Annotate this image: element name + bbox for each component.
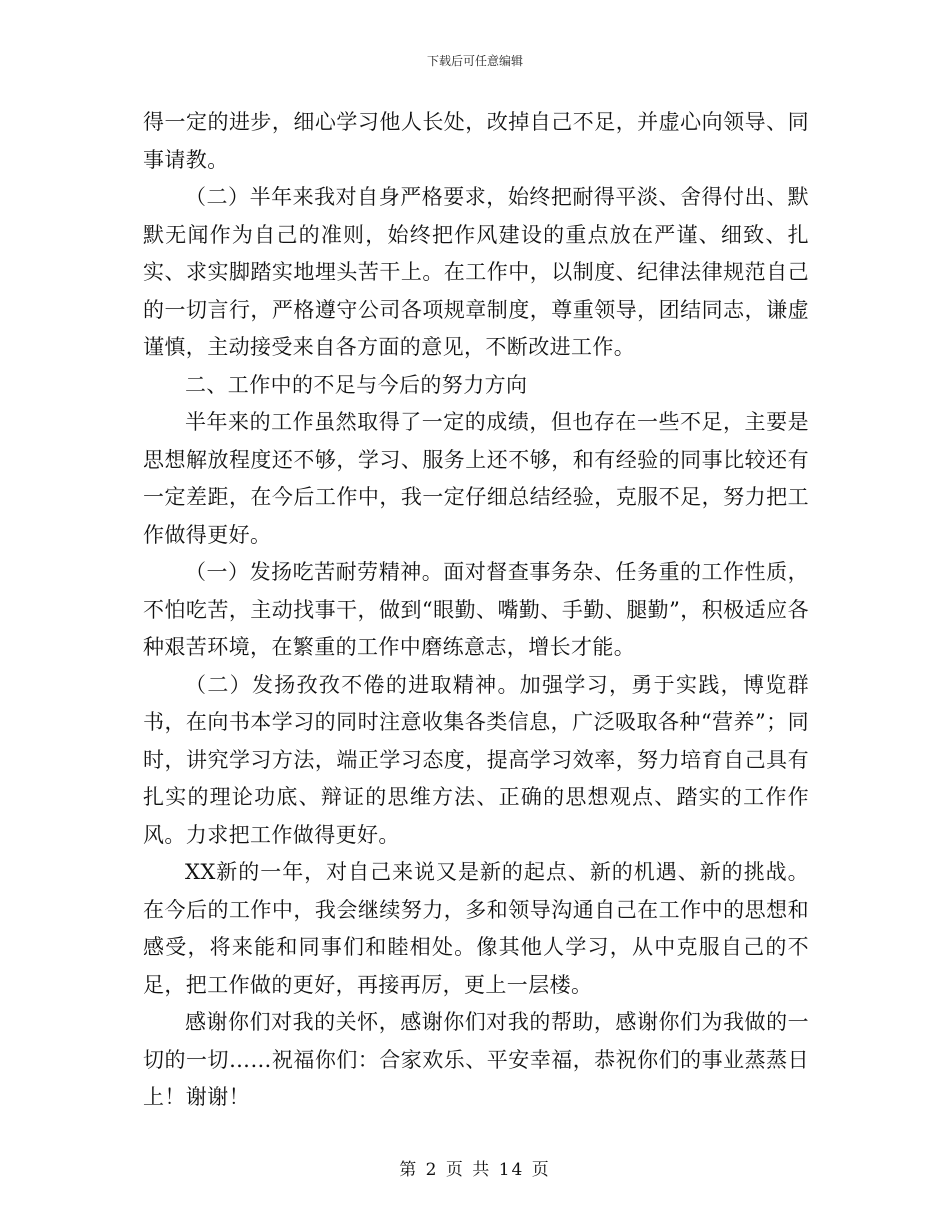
page-header: 下载后可任意编辑: [426, 54, 523, 68]
paragraph-5: （二）发扬孜孜不倦的进取精神。加强学习，勇于实践，博览群书，在向书本学习的同时注意收集各类信息，广泛吸取各种“营养”；同时，讲究学习方法，端正学习态度，提高学习效率，努力培育自己具有扎实的理论功底、辩证的思维方法、正确的思想观点、踏实的工作作风。力求把工作做得更好。: [143, 672, 809, 847]
paragraph-1: 得一定的进步，细心学习他人长处，改掉自己不足，并虚心向领导、同事请教。: [143, 110, 809, 172]
section-heading: 二、工作中的不足与今后的努力方向: [185, 372, 528, 397]
paragraph-2: （二）半年来我对自身严格要求，始终把耐得平淡、舍得付出、默默无闻作为自己的准则，始终把作风建设的重点放在严谨、细致、扎实、求实脚踏实地埋头苦干上。在工作中，以制度、纪律法律规范自己的一切言行，严格遵守公司各项规章制度，尊重领导，团结同志，谦虚谨慎，主动接受来自各方面的意见，不断改进工作。: [143, 185, 809, 359]
paragraph-7: 感谢你们对我的关怀，感谢你们对我的帮助，感谢你们为我做的一切的一切……祝福你们：合家欢乐、平安幸福，恭祝你们的事业蒸蒸日上！谢谢！: [143, 1010, 809, 1109]
page-footer: 第 2 页 共 14 页: [399, 1160, 551, 1180]
paragraph-3: 半年来的工作虽然取得了一定的成绩，但也存在一些不足，主要是思想解放程度还不够，学习、服务上还不够，和有经验的同事比较还有一定差距，在今后工作中，我一定仔细总结经验，克服不足，努力把工作做得更好。: [143, 410, 809, 547]
paragraph-4: （一）发扬吃苦耐劳精神。面对督查事务杂、任务重的工作性质，不怕吃苦，主动找事干，做到“眼勤、嘴勤、手勤、腿勤”，积极适应各种艰苦环境，在繁重的工作中磨练意志，增长才能。: [143, 560, 809, 659]
document-body: [143, 104, 809, 1117]
paragraph-6: XX新的一年，对自己来说又是新的起点、新的机遇、新的挑战。在今后的工作中，我会继续努力，多和领导沟通自己在工作中的思想和感受，将来能和同事们和睦相处。像其他人学习，从中克服自己的不足，把工作做的更好，再接再厉，更上一层楼。: [143, 860, 809, 997]
